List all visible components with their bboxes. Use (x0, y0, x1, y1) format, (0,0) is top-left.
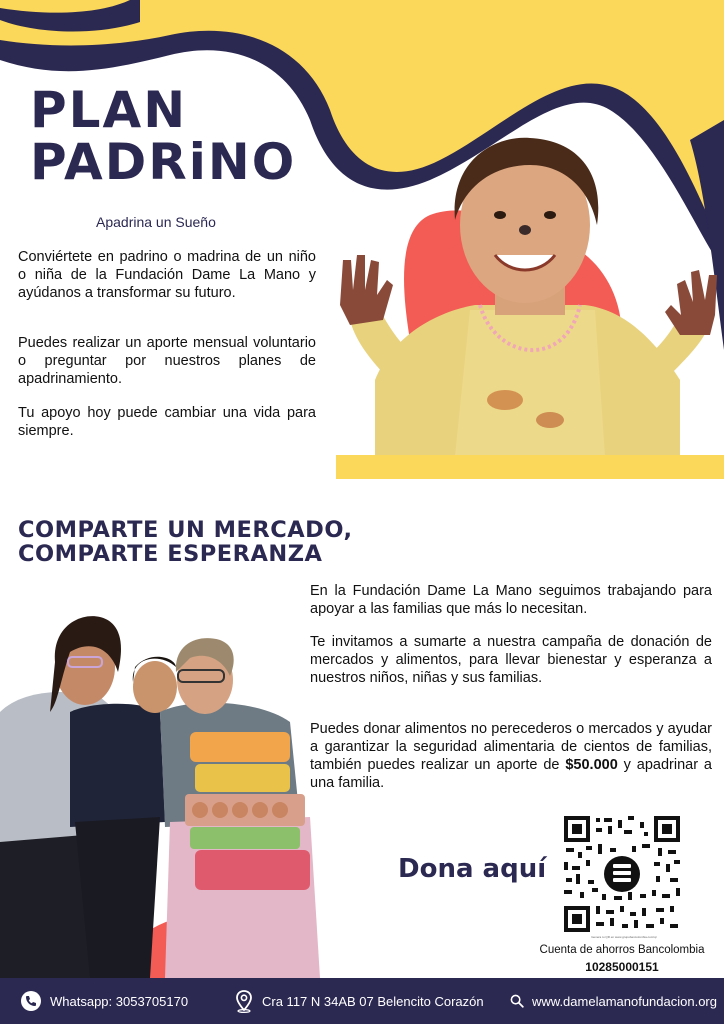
whatsapp-text: Whatsapp: 3053705170 (50, 993, 189, 1009)
website-link[interactable] (510, 978, 717, 1024)
bancolombia-logo-icon (613, 864, 631, 882)
donation-amount: $50.000 (565, 757, 618, 773)
plan-subtitle: Apadrina un Sueño (96, 214, 216, 230)
phone-icon (20, 990, 42, 1012)
title-line-1: PLAN (30, 81, 188, 139)
plan-paragraph-3: Tu apoyo hoy puede cambiar una vida para siempre. (18, 405, 316, 439)
plan-paragraph-2: Puedes realizar un aporte mensual voluntario o preguntar por nuestros planes de apadrinamiento. (18, 335, 316, 387)
campaign-paragraph-3-text: Puedes donar alimentos no perecederos o mercados y ayudar a garantizar la seguridad alimentaria de cientos de familias, también puedes realizar un aporte de (310, 721, 712, 773)
campaign-paragraph-1: En la Fundación Dame La Mano seguimos trabajando para apoyar a las familias que más lo necesitan. (310, 583, 712, 617)
title-line-2: PADRiNO (30, 133, 297, 191)
campaign-heading (18, 518, 353, 566)
plan-padrino-title (30, 81, 297, 191)
girl-photo (335, 130, 720, 456)
plan-paragraph-1: Conviértete en padrino o madrina de un niño o niña de la Fundación Dame La Mano y ayúdanos a transformar su futuro. (18, 249, 316, 301)
campaign-paragraph-3-end: y apadrinar a una familia. (310, 757, 712, 791)
location-pin-icon (234, 989, 254, 1013)
campaign-heading-line-1: COMPARTE UN MERCADO, (18, 517, 353, 543)
donate-here-label: Dona aquí (398, 854, 547, 884)
contact-footer (0, 978, 724, 1024)
campaign-paragraph-3 (310, 720, 712, 792)
yellow-accent-bar (336, 455, 724, 479)
address-text: Cra 117 N 34AB 07 Belencito Corazón (262, 993, 484, 1009)
whatsapp-contact[interactable] (20, 978, 188, 1024)
qr-pattern (562, 814, 682, 934)
donation-qr-code[interactable] (562, 814, 682, 934)
campaign-heading-line-2: COMPARTE ESPERANZA (18, 541, 323, 567)
qr-caption: Genera tu QR en www.grupobancolombia.com/qr (591, 935, 657, 939)
bank-account-label: Cuenta de ahorros Bancolombia (539, 944, 705, 956)
address-contact[interactable] (234, 978, 484, 1024)
website-text: www.damelamanofundacion.org (532, 993, 717, 1009)
bank-account-number: 10285000151 (585, 960, 659, 974)
family-photo (0, 612, 330, 978)
campaign-paragraph-2: Te invitamos a sumarte a nuestra campaña de donación de mercados y alimentos, para llevar bienestar y esperanza a nuestros niños, niñas y sus familias. (310, 634, 712, 686)
search-icon (510, 994, 524, 1008)
